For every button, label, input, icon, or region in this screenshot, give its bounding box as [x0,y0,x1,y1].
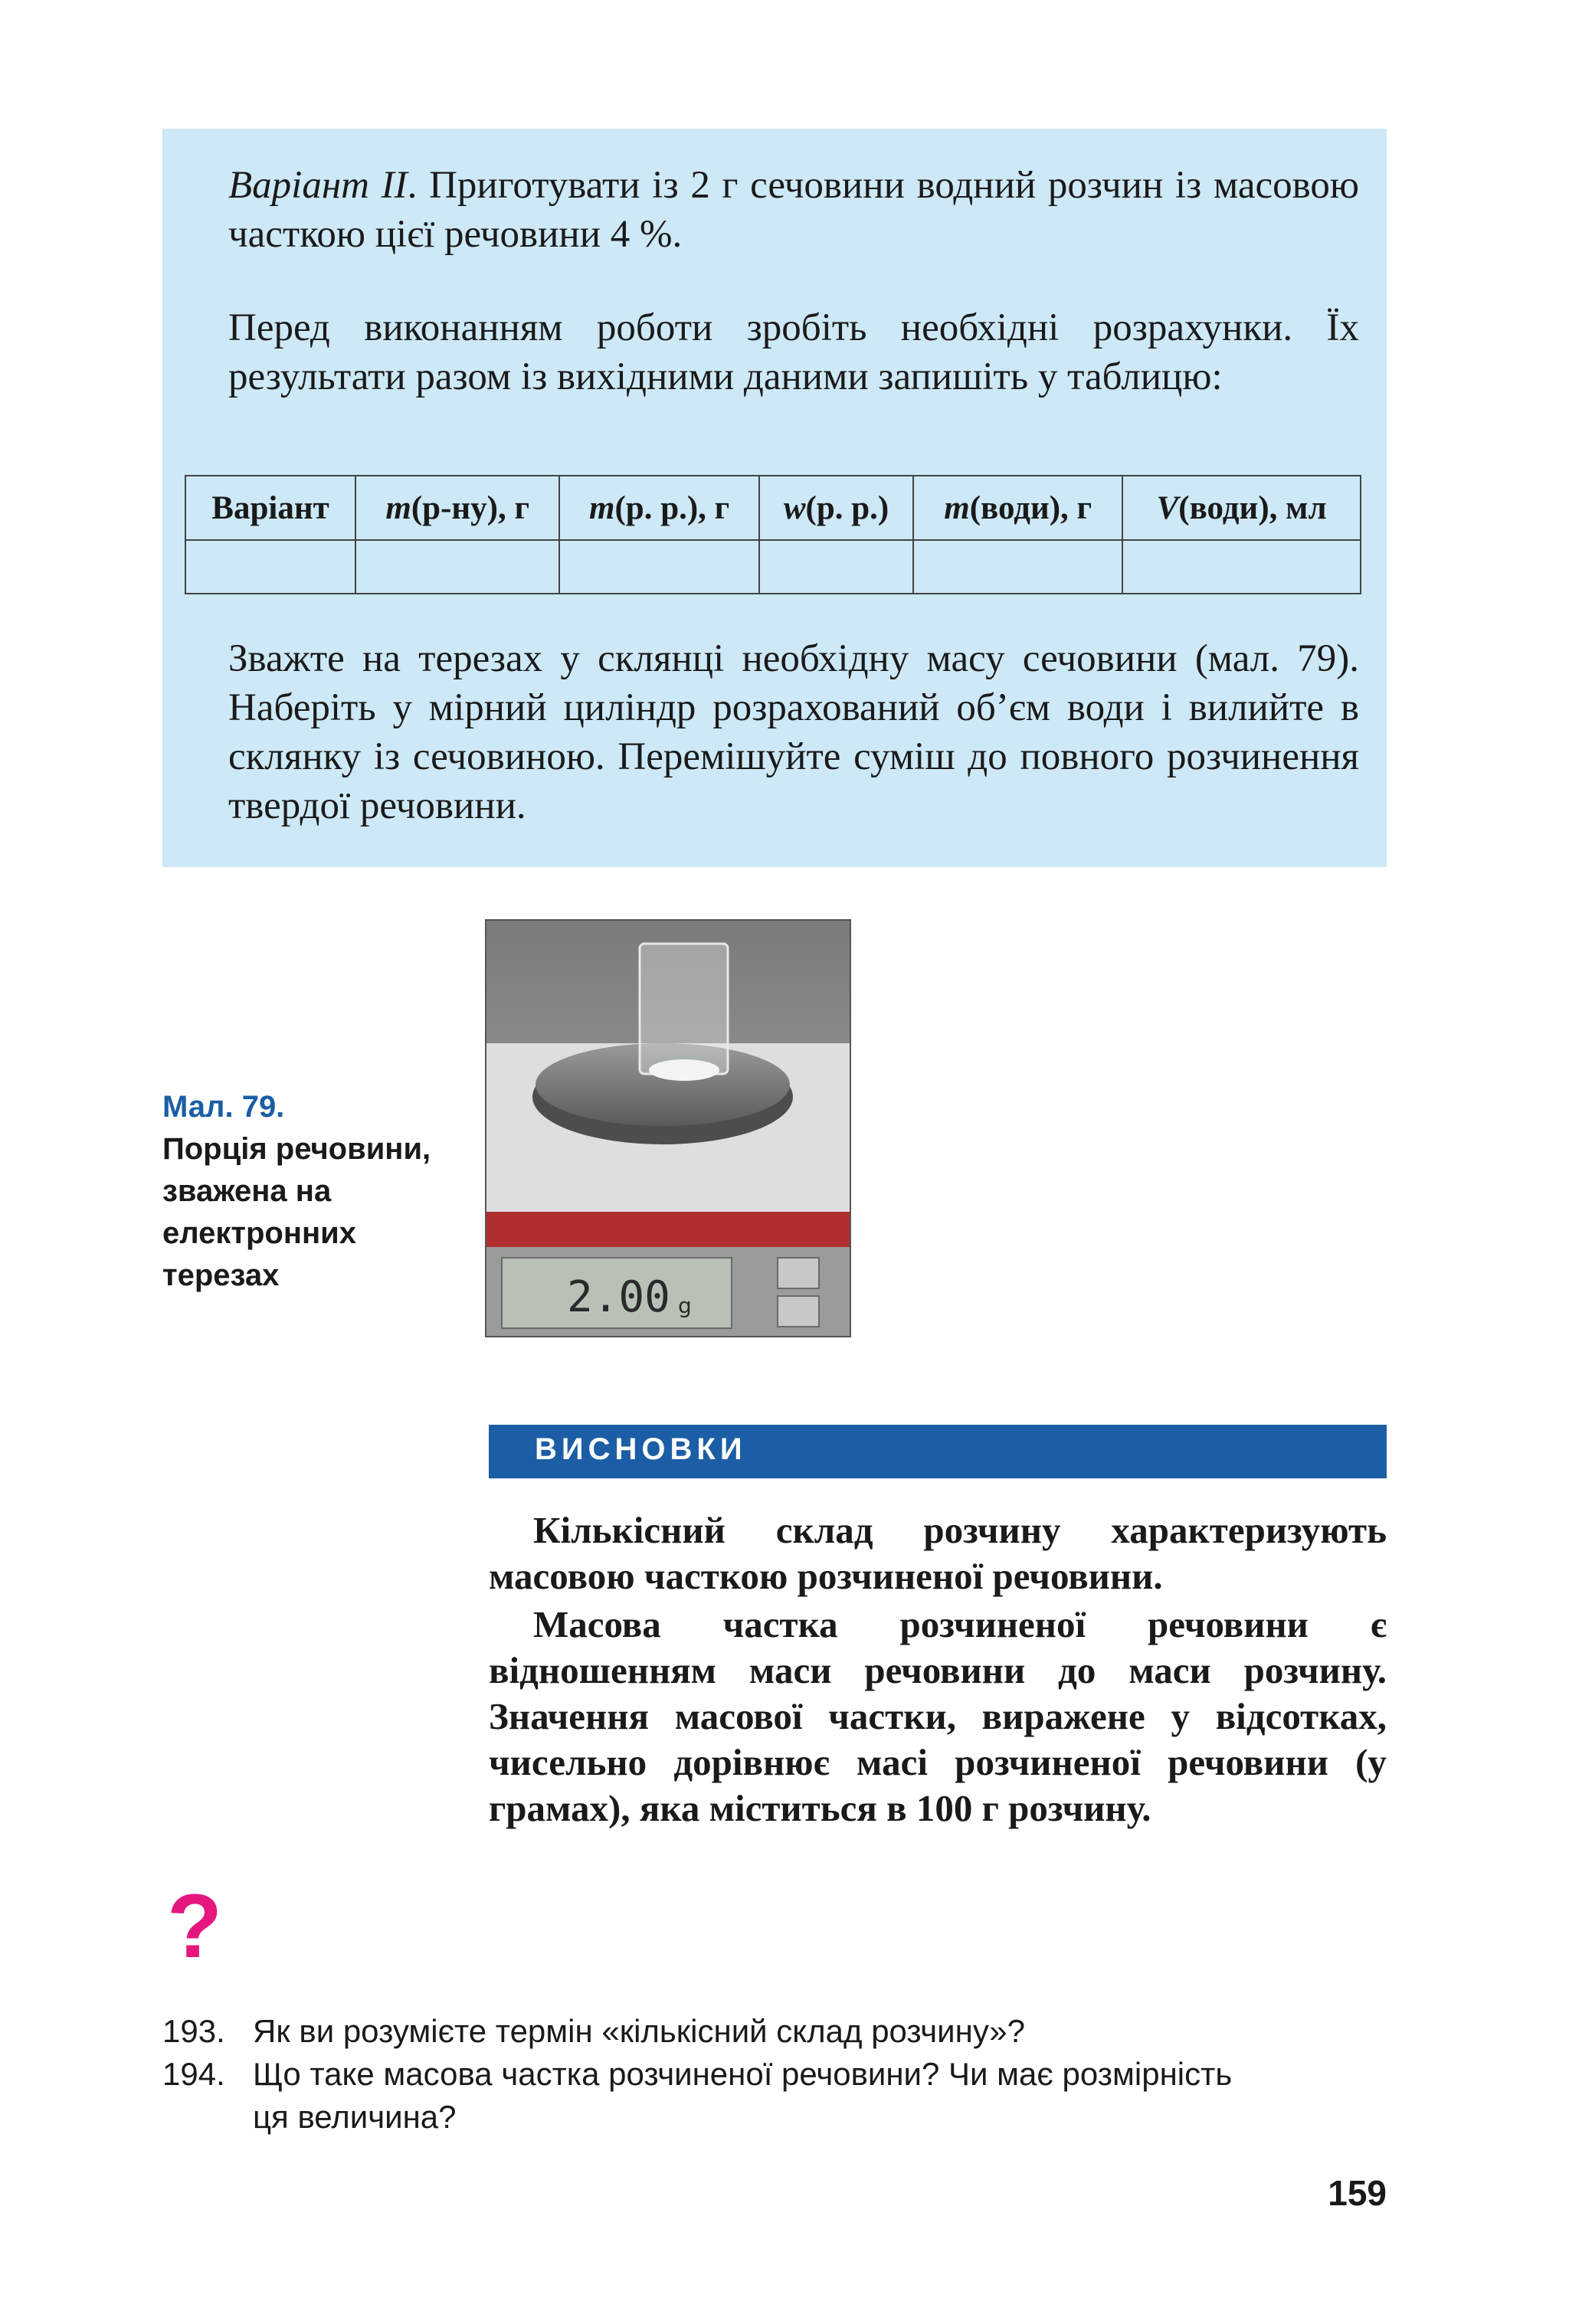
table-header-row [185,476,1361,540]
question-number: 193. [162,2013,225,2049]
table-cell [1122,540,1361,594]
table-header: m(р. р.), г [559,476,759,540]
table-cell [185,540,355,594]
scale-illustration [486,921,850,1336]
variant-text: . Приготувати із 2 г сечовини водний розчин із масовою часткою цієї речовини 4 %. [228,164,1359,256]
question-text-continued: ця величина? [253,2099,457,2135]
symbol-italic: m [385,489,411,526]
scale-photo [485,919,851,1337]
symbol-italic: w [783,489,806,526]
results-table [185,475,1361,594]
figure-caption [162,1086,454,1297]
scale-display-unit: g [678,1293,692,1318]
question-item [162,2053,1388,2139]
page-number: 159 [1328,2173,1387,2213]
table-header: Варіант [185,476,355,540]
table-header: V(води), мл [1122,476,1361,540]
procedure-paragraph: Зважте на терезах у склянці необхідну масу сечовини (мал. 79). Наберіть у мірний циліндр розрахований об’єм води і вилийте в склянку із сечовиною. Перемішуйте суміш до повного розчинення твердої речовини. [228,637,1359,827]
conclusions-heading-bar [489,1425,1387,1478]
variant-label: Варіант II [228,164,408,207]
table-cell [913,540,1122,594]
symbol-italic: V [1156,489,1179,526]
table-cell [559,540,759,594]
question-mark-icon: ? [167,1876,223,1977]
table-row [185,540,1361,594]
question-text: Як ви розумієте термін «кількісний склад розчину»? [253,2013,1026,2049]
question-text: Що таке масова частка розчиненої речовини? Чи має розмірність [253,2056,1233,2092]
variant-paragraph [228,161,1359,259]
table-header: w(р. р.) [759,476,913,540]
table-cell [355,540,559,594]
instruction-paragraph: Перед виконанням роботи зробіть необхідні розрахунки. Їх результати разом із вихідними даними запишіть у таблицю: [228,306,1359,398]
symbol-italic: m [944,489,970,526]
scale-display-value: 2.00 [567,1272,670,1322]
figure-caption-text: Порція речовини, зважена на електронних терезах [162,1132,431,1292]
figure-number: Мал. 79. [162,1090,285,1124]
table-cell [759,540,913,594]
question-item [162,2010,1388,2053]
table-header: m(води), г [913,476,1122,540]
symbol-italic: m [589,489,615,526]
table-header: m(р-ну), г [355,476,559,540]
conclusion-paragraph-1: Кількісний склад розчину характеризують масовою часткою розчиненої речовини. [489,1509,1387,1597]
conclusion-paragraph-2: Масова частка розчиненої речовини є відношенням маси речовини до маси розчину. Значення масової частки, виражене у відсотках, чисельно дорівнює масі розчиненої речовини (у грамах), яка міститься в 100 г розчину. [489,1603,1387,1829]
question-number: 194. [162,2056,225,2092]
conclusions-heading: ВИСНОВКИ [535,1432,747,1466]
